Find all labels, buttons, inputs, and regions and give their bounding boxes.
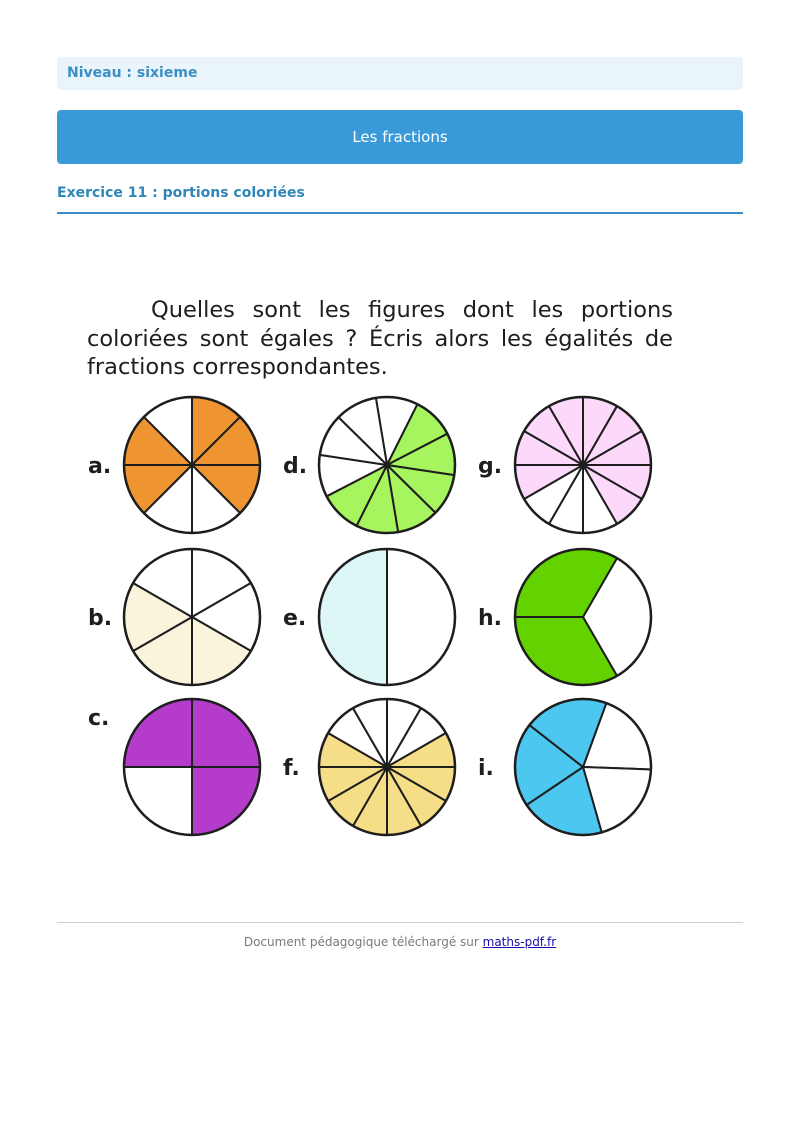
figure-label: d. — [283, 454, 308, 479]
figure-label: e. — [283, 606, 307, 631]
figure-g — [478, 397, 651, 533]
title-banner — [57, 110, 743, 164]
level-bar — [57, 57, 743, 90]
figure-b — [88, 549, 260, 685]
figure-label: a. — [88, 454, 112, 479]
figure-c — [88, 699, 260, 835]
figure-label: b. — [88, 606, 113, 631]
unshaded-portion — [387, 549, 455, 685]
figure-f — [283, 699, 455, 835]
figure-d — [283, 397, 455, 533]
page-title: Les fractions — [352, 128, 448, 146]
figure-label: i. — [478, 756, 494, 781]
figure-e — [283, 549, 455, 685]
figure-a — [88, 397, 260, 533]
level-label: Niveau : sixieme — [67, 65, 198, 81]
exercise-heading: Exercice 11 : portions coloriées — [57, 185, 743, 214]
figure-label: g. — [478, 454, 503, 479]
footer-text: Document pédagogique téléchargé sur — [243, 935, 483, 949]
figure-h — [478, 549, 651, 685]
footer-divider — [57, 922, 743, 923]
exercise-instruction: Quelles sont les figures dont les portions coloriées sont égales ? Écris alors les égalités de fractions correspondantes. — [87, 297, 673, 380]
figure-label: h. — [478, 606, 503, 631]
footer-link[interactable]: maths-pdf.fr — [482, 935, 557, 949]
figure-i — [478, 699, 651, 835]
figure-label: f. — [283, 756, 300, 781]
fraction-figures — [80, 385, 680, 845]
shaded-portion — [319, 549, 387, 685]
figure-label: c. — [88, 706, 110, 731]
footer — [57, 935, 743, 949]
